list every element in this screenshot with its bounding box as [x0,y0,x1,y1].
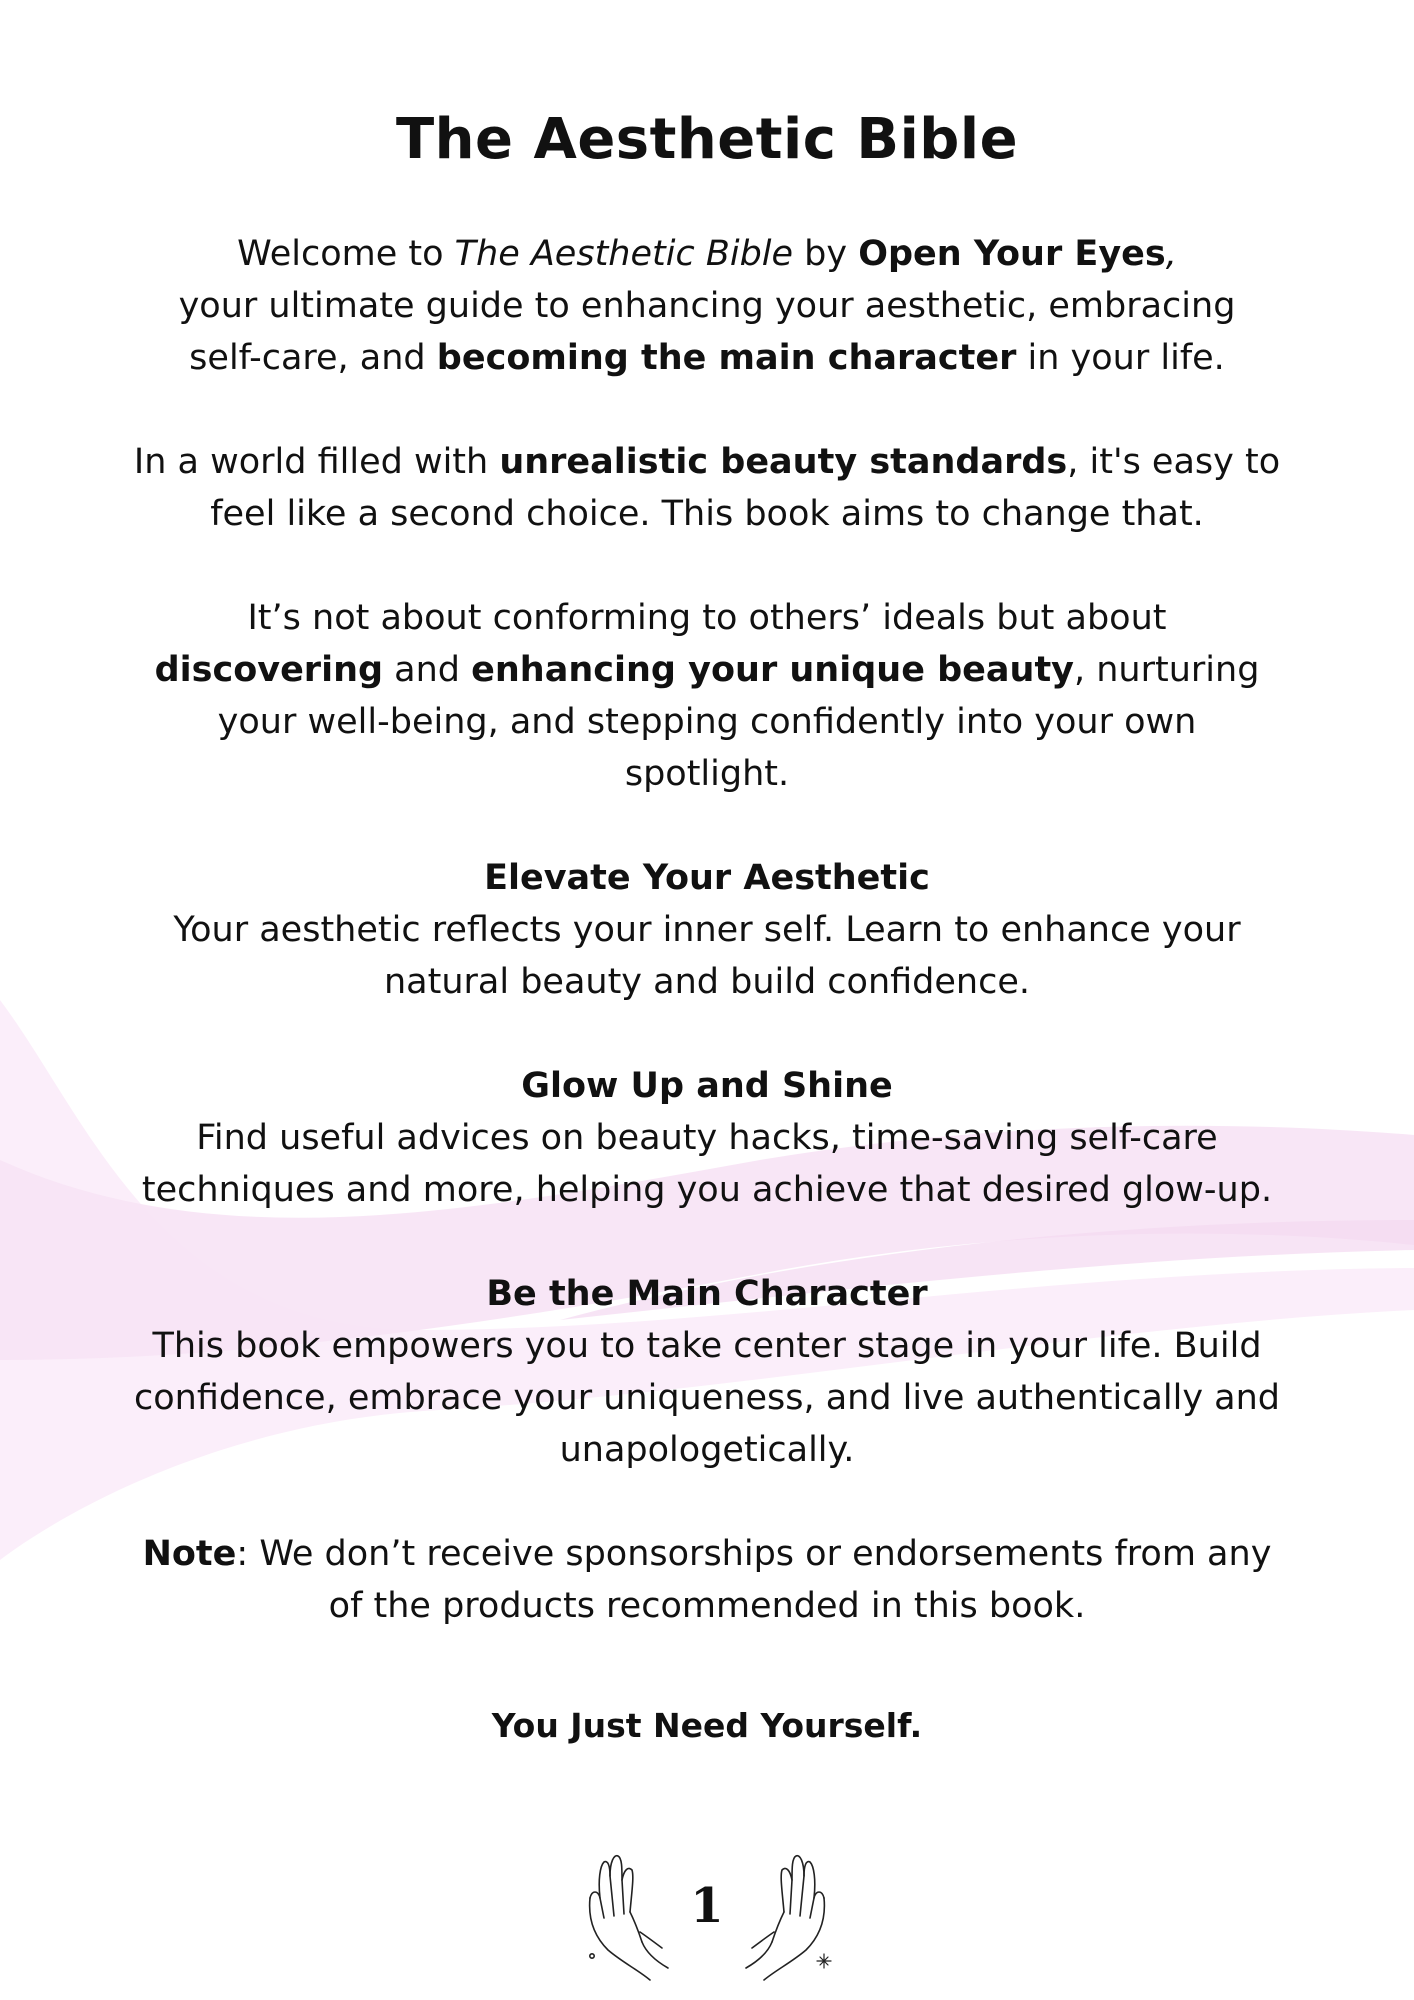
intro-line1-mid: by [793,234,859,274]
author-name: Open Your Eyes [858,234,1166,274]
note-text: : We don’t receive sponsorships or endorsements from any of the products recommended in this book. [236,1534,1272,1626]
page-number: 1 [690,1878,724,1934]
intro-line3-prefix: self-care, and [189,338,437,378]
para2-bold: unrealistic beauty standards [499,442,1068,482]
unique-beauty-paragraph [130,592,1284,800]
para3-bold-unique-beauty: enhancing your unique beauty [471,650,1074,690]
section-body-main-character: This book empowers you to take center stage in your life. Build confidence, embrace your uniqueness, and live authentically and unapologetically. [133,1326,1281,1470]
para2-prefix: In a world filled with [133,442,500,482]
closing-tagline: You Just Need Yourself. [491,1706,923,1745]
open-hand-icon [738,1850,834,1982]
intro-main-character: becoming the main character [436,338,1017,378]
intro-line2: your ultimate guide to enhancing your aesthetic, embracing [178,286,1236,326]
para3-prefix: It’s not about conforming to others’ ideals but about [247,598,1167,638]
note-label: Note [142,1534,237,1574]
open-hand-icon [580,1850,676,1982]
section-body-elevate: Your aesthetic reflects your inner self. Learn to enhance your natural beauty and build confidence. [173,910,1241,1002]
intro-comma: , [1165,234,1177,274]
note-paragraph [130,1528,1284,1632]
intro-line3-suffix: in your life. [1016,338,1225,378]
para2-suffix: , it's easy to feel like a second choice. This book aims to change that. [210,442,1281,534]
section-heading-main-character: Be the Main Character [486,1274,928,1314]
page-footer [557,1850,857,1982]
document-title: The Aesthetic Bible [395,107,1019,172]
para3-bold-discovering: discovering [154,650,384,690]
section-heading-glow-up: Glow Up and Shine [521,1066,893,1106]
book-title-italic: The Aesthetic Bible [454,234,794,274]
para3-suffix: , nurturing your well-being, and stepping confidently into your own spotlight. [217,650,1260,794]
document-body [130,228,1284,1752]
intro-line1-prefix: Welcome to [237,234,455,274]
section-heading-elevate: Elevate Your Aesthetic [484,858,930,898]
beauty-standards-paragraph [130,436,1284,540]
section-body-glow-up: Find useful advices on beauty hacks, time-saving self-care techniques and more, helping you achieve that desired glow-up. [141,1118,1273,1210]
para3-mid: and [383,650,472,690]
intro-paragraph [130,228,1284,384]
